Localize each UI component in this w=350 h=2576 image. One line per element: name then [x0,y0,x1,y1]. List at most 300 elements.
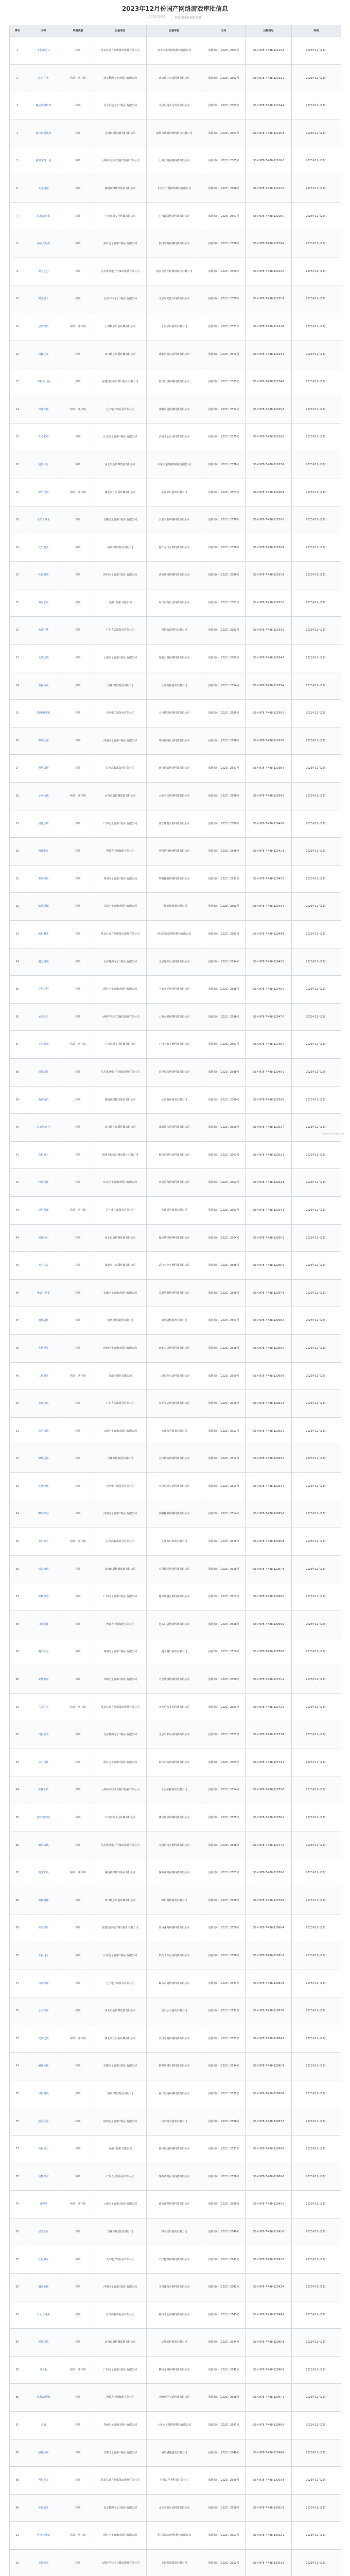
cell-publisher: 湖南新媒体出版社有限公司 [94,1859,147,1887]
cell-approval-no: 国新出审〔2023〕2590号 [202,838,246,866]
cell-operator: 北京魔方互动科技有限公司 [147,948,202,976]
cell-date: 2023年12月22日 [292,1472,341,1500]
cell-publisher: 山东电子音像出版社有限公司 [94,1942,147,1970]
table-row [10,1887,341,1914]
cell-game-name: 城市建造师 [25,1804,62,1832]
cell-game-name: 猎魔传说 [25,2439,62,2467]
cell-publisher: 湖北长江出版传媒有限公司 [94,1252,147,1280]
cell-number: 37 [10,1031,25,1059]
cell-publisher: 陕西电子音像出版社有限公司 [94,1334,147,1362]
cell-publisher: 浙江电子音像出版社有限公司 [94,1749,147,1776]
cell-publisher: 内蒙古出版集团有限公司 [94,1611,147,1638]
cell-isbn: ISBN 978-7-498-12919-4 [246,230,292,258]
cell-game-name: 萌宠大作战 [25,230,62,258]
cell-isbn: ISBN 978-7-498-12928-6 [246,479,292,506]
cell-game-name: 古剑奇谭 [25,1970,62,1997]
cell-game-name: 足球经理 [25,1472,62,1500]
cell-isbn: ISBN 978-7-498-12977-4 [246,1832,292,1859]
cell-approval-no: 国新出审〔2023〕2561号 [202,37,246,65]
cell-game-name: 宝石迷阵 [25,1749,62,1776]
cell-approval-no: 国新出审〔2023〕2642号 [202,2274,246,2301]
table-row [10,534,341,562]
cell-publisher: 吉林出版集团有限公司 [94,2218,147,2246]
cell-approval-no: 国新出审〔2023〕2593号 [202,921,246,948]
cell-date: 2023年12月22日 [292,1666,341,1694]
cell-game-name: 星辰物语 [25,313,62,341]
cell-operator: 宝鸡指尖游戏有限公司 [147,2108,202,2136]
cell-operator: 厦门幻想网络科技有限公司 [147,368,202,396]
cell-category: 移动 [62,1914,94,1942]
cell-isbn: ISBN 978-7-498-12916-3 [246,147,292,175]
cell-game-name: 仙境奇缘 [25,893,62,921]
cell-approval-no: 国新出审〔2023〕2615号 [202,1528,246,1556]
cell-operator: 北京伯通文化发展有限公司 [147,92,202,120]
cell-game-name: 萌萌消消 [25,1086,62,1114]
cell-isbn: ISBN 978-7-498-12995-8 [246,2329,292,2357]
cell-category: 移动 [62,1832,94,1859]
cell-date: 2023年12月22日 [292,1500,341,1528]
cell-number: 54 [10,1500,25,1528]
cell-category: 移动 [62,2384,94,2412]
cell-publisher: 黑龙江北方新媒体出版社有限公司 [94,921,147,948]
cell-category: 移动 [62,423,94,451]
cell-operator: 深圳欢乐科技有限公司 [147,617,202,645]
cell-number: 77 [10,2136,25,2163]
cell-game-name: 像素冒险 [25,865,62,893]
cell-game-name: 时光旅人 [25,285,62,313]
cell-approval-no: 国新出审〔2023〕2608号 [202,1334,246,1362]
cell-isbn: ISBN 978-7-498-12983-5 [246,1997,292,2025]
cell-approval-no: 国新出审〔2023〕2595号 [202,976,246,1004]
cell-number: 50 [10,1390,25,1418]
cell-approval-no: 国新出审〔2023〕2637号 [202,2136,246,2163]
table-row [10,147,341,175]
cell-date: 2023年12月22日 [292,534,341,562]
cell-date: 2023年12月22日 [292,1086,341,1114]
cell-isbn: ISBN 978-7-498-12989-7 [246,2163,292,2191]
cell-publisher: 四川数字出版传媒有限公司 [94,341,147,368]
cell-approval-no: 国新出审〔2023〕2609号 [202,1362,246,1390]
cell-isbn: ISBN 978-7-498-12949-1 [246,1058,292,1086]
cell-operator: 齐齐哈尔飞龙科技有限公司 [147,1693,202,1721]
cell-date: 2023年12月22日 [292,341,341,368]
cell-isbn: ISBN 978-7-498-12929-3 [246,506,292,534]
table-row [10,2218,341,2246]
cell-approval-no: 国新出审〔2023〕2566号 [202,175,246,202]
col-header: 序号 [10,25,25,37]
cell-number: 74 [10,2053,25,2080]
cell-game-name: 疯狂消消乐 [25,202,62,230]
table-row [10,1721,341,1749]
cell-publisher: 广州市新文化传媒有限公司 [94,1804,147,1832]
table-row [10,506,341,534]
cell-number: 84 [10,2329,25,2357]
cell-approval-no: 国新出审〔2023〕2639号 [202,2191,246,2218]
approval-table [9,25,341,2576]
cell-game-name: 动物派对 [25,2163,62,2191]
cell-publisher: 上海科学技术文献出版社有限公司 [94,1776,147,1804]
cell-operator: 六盘水灵域网络科技有限公司 [147,2412,202,2439]
cell-game-name: 狂野飙车 [25,2246,62,2274]
cell-number: 42 [10,1169,25,1197]
cell-operator: 南宁甜蜜互娱科技有限公司 [147,810,202,838]
cell-date: 2023年12月22日 [292,479,341,506]
cell-operator: 太原小兵网络科技有限公司 [147,783,202,810]
cell-approval-no: 国新出审〔2023〕2606号 [202,1279,246,1307]
cell-date: 2023年12月22日 [292,147,341,175]
table-row [10,64,341,92]
cell-date: 2023年12月22日 [292,2053,341,2080]
cell-game-name: 冒险岛屿 [25,2080,62,2108]
cell-date: 2023年12月22日 [292,2550,341,2576]
cell-approval-no: 国新出审〔2023〕2596号 [202,1003,246,1031]
cell-date: 2023年12月22日 [292,1887,341,1914]
cell-number: 73 [10,2025,25,2053]
cell-category: 移动 [62,2301,94,2329]
cell-category: 移动 [62,2136,94,2163]
cell-operator: 哈尔滨暗影网络科技有限公司 [147,921,202,948]
cell-date: 2023年12月22日 [292,1058,341,1086]
cell-approval-no: 国新出审〔2023〕2648号 [202,2439,246,2467]
cell-category: 移动 [62,506,94,534]
cell-number: 44 [10,1224,25,1252]
cell-date: 2023年12月22日 [292,2412,341,2439]
cell-number: 71 [10,1970,25,1997]
cell-number: 51 [10,1417,25,1445]
table-row [10,2494,341,2522]
table-row [10,313,341,341]
cell-number: 31 [10,865,25,893]
cell-publisher: 云南电子音像出版社有限公司 [94,1417,147,1445]
cell-operator: 长沙萌萌游戏有限公司 [147,1086,202,1114]
cell-game-name: 星语心愿 [25,2218,62,2246]
cell-number: 13 [10,368,25,396]
cell-category: 移动 [62,948,94,976]
cell-approval-no: 国新出审〔2023〕2628号 [202,1887,246,1914]
cell-approval-no: 国新出审〔2023〕2565号 [202,147,246,175]
table-row [10,562,341,589]
cell-category: 移动 [62,1252,94,1280]
cell-isbn: ISBN 978-7-498-12969-9 [246,1611,292,1638]
table-row [10,672,341,700]
cell-publisher: 黑龙江北方新媒体出版社有限公司 [94,37,147,65]
cell-number: 27 [10,755,25,783]
cell-operator: 郑州神域互动科技有限公司 [147,727,202,755]
cell-game-name: 梦想家园 [25,1666,62,1694]
cell-operator: 成都侠客网络科技有限公司 [147,1114,202,1142]
cell-game-name: 天空之岛 [25,1252,62,1280]
cell-category: 移动、客户端 [62,64,94,92]
cell-game-name: 我的宠物一局 [25,147,62,175]
cell-approval-no: 国新出审〔2023〕2621号 [202,1693,246,1721]
cell-game-name: 星际远征 [25,1058,62,1086]
cell-publisher: 甘肃电子音像出版社有限公司 [94,2439,147,2467]
cell-game-name: 弹弹堂 [25,2191,62,2218]
cell-isbn: ISBN 978-7-498-12940-8 [246,810,292,838]
cell-number: 49 [10,1362,25,1390]
cell-isbn: ISBN 978-7-498-12997-2 [246,2384,292,2412]
col-header: 名称 [25,25,62,37]
cell-approval-no: 国新出审〔2023〕2612号 [202,1445,246,1473]
cell-operator: 酒泉猎魔游戏有限公司 [147,2439,202,2467]
cell-approval-no: 国新出审〔2023〕2616号 [202,1555,246,1583]
cell-game-name: 精灵物语 [25,1555,62,1583]
cell-operator: 上海水果网络科技有限公司 [147,1003,202,1031]
table-row [10,1666,341,1694]
cell-publisher: 江西海视网络科技有限公司 [94,120,147,147]
cell-isbn: ISBN 978-7-498-12935-4 [246,672,292,700]
cell-game-name: 小兵快跑 [25,783,62,810]
cell-category: 移动 [62,727,94,755]
cell-isbn: ISBN 978-7-498-12926-2 [246,423,292,451]
cell-category: 移动 [62,1141,94,1169]
cell-operator: 昆明云端网络科技有限公司 [147,645,202,672]
cell-publisher: 湖南新媒体出版社有限公司 [94,1086,147,1114]
cell-operator: 广州趣玩网络科技有限公司 [147,202,202,230]
cell-category: 移动 [62,1417,94,1445]
cell-number: 39 [10,1086,25,1114]
cell-number: 22 [10,617,25,645]
cell-isbn: ISBN 978-7-498-12942-2 [246,865,292,893]
cell-operator: 赤峰疯狂互动科技有限公司 [147,2384,202,2412]
table-row [10,2191,341,2218]
cell-date: 2023年12月22日 [292,1583,341,1611]
cell-category: 移动 [62,1279,94,1307]
cell-isbn: ISBN 978-7-498-12974-3 [246,1749,292,1776]
cell-publisher: 天津电子出版社有限公司 [94,700,147,727]
cell-game-name: 全民飞车 [25,1942,62,1970]
col-header: 申报类别 [62,25,94,37]
cell-number: 17 [10,479,25,506]
table-row [10,1500,341,1528]
cell-date: 2023年12月22日 [292,202,341,230]
cell-number: 48 [10,1334,25,1362]
cell-category: 移动 [62,2439,94,2467]
cell-number: 24 [10,672,25,700]
cell-approval-no: 国新出审〔2023〕2580号 [202,562,246,589]
cell-category: 移动 [62,147,94,175]
cell-operator: 石家庄逆战网络科技有限公司 [147,451,202,479]
cell-operator: 无锡银河互娱科技有限公司 [147,1832,202,1859]
cell-approval-no: 国新出审〔2023〕2620号 [202,1666,246,1694]
table-row [10,1003,341,1031]
table-row [10,2356,341,2384]
cell-operator: 桂林战舰互娱科技有限公司 [147,1583,202,1611]
cell-number: 66 [10,1832,25,1859]
cell-operator: 唐山小小游戏有限公司 [147,1997,202,2025]
table-row [10,2163,341,2191]
cell-category: 移动 [62,810,94,838]
cell-date: 2023年12月22日 [292,2108,341,2136]
cell-approval-no: 国新出审〔2023〕2636号 [202,2108,246,2136]
cell-operator: 合肥火柴网络科技有限公司 [147,506,202,534]
cell-number: 92 [10,2550,25,2576]
cell-isbn: ISBN 978-7-498-12914-9 [246,92,292,120]
table-row [10,2550,341,2576]
cell-game-name: 勇士之心 [25,258,62,285]
cell-isbn: ISBN 978-7-498-12924-8 [246,368,292,396]
table-row [10,948,341,976]
cell-category: 移动 [62,1114,94,1142]
cell-operator: 青岛钓鱼网络科技有限公司 [147,1169,202,1197]
cell-approval-no: 国新出审〔2023〕2625号 [202,1804,246,1832]
cell-number: 36 [10,1003,25,1031]
cell-isbn: ISBN 978-7-498-12921-7 [246,285,292,313]
cell-game-name: 武林外传 [25,1776,62,1804]
cell-operator: 苏州星际网络科技有限公司 [147,1058,202,1086]
cell-number: 30 [10,838,25,866]
table-row [10,2053,341,2080]
cell-approval-no: 国新出审〔2023〕2571号 [202,313,246,341]
cell-date: 2023年12月22日 [292,2191,341,2218]
cell-approval-no: 国新出审〔2023〕2602号 [202,1169,246,1197]
cell-isbn: ISBN 978-7-498-12945-3 [246,948,292,976]
cell-approval-no: 国新出审〔2023〕2598号 [202,1058,246,1086]
table-row [10,1169,341,1197]
cell-isbn: ISBN 978-7-498-12955-2 [246,1224,292,1252]
cell-publisher: 海南出版社有限公司 [94,2136,147,2163]
cell-publisher: 广东人民出版社有限公司 [94,617,147,645]
cell-operator: 曲靖弹弹网络科技有限公司 [147,2191,202,2218]
cell-isbn: ISBN 978-7-498-13002-2 [246,2522,292,2550]
cell-operator: 赣州开心网络科技有限公司 [147,2301,202,2329]
cell-publisher: 安徽电子音像出版社有限公司 [94,1279,147,1307]
cell-date: 2023年12月22日 [292,617,341,645]
cell-publisher: 广西电子音像出版社有限公司 [94,1583,147,1611]
cell-category: 移动 [62,1334,94,1362]
cell-date: 2023年12月22日 [292,948,341,976]
cell-game-name: 龙之谷 [25,2356,62,2384]
cell-date: 2023年12月22日 [292,783,341,810]
cell-date: 2023年12月22日 [292,37,341,65]
cell-date: 2023年12月22日 [292,1279,341,1307]
cell-approval-no: 国新出审〔2023〕2582号 [202,617,246,645]
cell-number: 86 [10,2384,25,2412]
cell-game-name: 悠悠小镇 [25,2329,62,2357]
cell-approval-no: 国新出审〔2023〕2638号 [202,2163,246,2191]
cell-publisher: 广东人民出版社有限公司 [94,1390,147,1418]
cell-game-name: 修仙之路 [25,1445,62,1473]
table-row [10,1528,341,1556]
cell-number: 2 [10,64,25,92]
cell-approval-no: 国新出审〔2023〕2586号 [202,727,246,755]
cell-category: 移动 [62,2246,94,2274]
cell-number: 61 [10,1693,25,1721]
cell-approval-no: 国新出审〔2023〕2564号 [202,120,246,147]
cell-date: 2023年12月22日 [292,2246,341,2274]
cell-publisher: 重庆出版集团有限公司 [94,1307,147,1335]
cell-number: 41 [10,1141,25,1169]
cell-category: 移动 [62,1666,94,1694]
cell-isbn: ISBN 978-7-498-12985-9 [246,2053,292,2080]
cell-game-name: 天龙问道 [25,175,62,202]
cell-game-name: 银河战线 [25,1832,62,1859]
cell-operator: 西安疾风网络科技有限公司 [147,562,202,589]
table-row [10,1031,341,1059]
cell-category: 移动 [62,1638,94,1666]
cell-approval-no: 国新出审〔2023〕2613号 [202,1472,246,1500]
cell-date: 2023年12月22日 [292,506,341,534]
table-row [10,396,341,423]
cell-game-name: 海岛求生 [25,589,62,617]
cell-game-name: 闪耀之光 [25,341,62,368]
cell-isbn: ISBN 978-7-498-12954-5 [246,1196,292,1224]
cell-operator: 鞍山古剑网络科技有限公司 [147,1970,202,1997]
cell-isbn: ISBN 978-7-498-12956-9 [246,1252,292,1280]
table-row [10,1390,341,1418]
cell-game-name: 疯狂动物城 [25,2384,62,2412]
cell-number: 80 [10,2218,25,2246]
table-row [10,1252,341,1280]
cell-game-name: 指尖乐园 [25,2108,62,2136]
cell-category: 移动 [62,1390,94,1418]
cell-number: 82 [10,2274,25,2301]
cell-operator: 泉州深海网络科技有限公司 [147,1914,202,1942]
cell-category: 移动 [62,865,94,893]
cell-approval-no: 国新出审〔2023〕2599号 [202,1086,246,1114]
cell-operator: 天津足球互动科技有限公司 [147,1472,202,1500]
table-row [10,1583,341,1611]
cell-publisher: 河北出版传媒集团有限公司 [94,451,147,479]
cell-category: 移动 [62,672,94,700]
cell-game-name: 甜蜜小镇 [25,810,62,838]
table-row [10,1445,341,1473]
cell-category: 移动 [62,175,94,202]
cell-category: 移动 [62,92,94,120]
cell-date: 2023年12月22日 [292,92,341,120]
cell-publisher: 山东电子音像出版社有限公司 [94,423,147,451]
cell-game-name: 蓝空雷霆战机 [25,120,62,147]
cell-date: 2023年12月22日 [292,727,341,755]
cell-category: 移动 [62,1169,94,1197]
cell-category: 移动 [62,1970,94,1997]
cell-isbn: ISBN 978-7-498-12933-0 [246,617,292,645]
cell-isbn: ISBN 978-7-498-12962-0 [246,1417,292,1445]
table-header-row [10,25,341,37]
cell-number: 33 [10,921,25,948]
cell-approval-no: 国新出审〔2023〕2644号 [202,2329,246,2357]
cell-game-name: 三国群英 [25,1362,62,1390]
cell-category: 移动 [62,838,94,866]
cell-number: 11 [10,313,25,341]
cell-date: 2023年12月22日 [292,645,341,672]
cell-game-name: 战国风云 [25,2136,62,2163]
cell-date: 2023年12月22日 [292,1141,341,1169]
cell-category: 移动 [62,1776,94,1804]
cell-game-name: 魔兽争锋 [25,2274,62,2301]
cell-isbn: ISBN 978-7-498-12930-9 [246,534,292,562]
cell-date: 2023年12月22日 [292,2384,341,2412]
cell-operator: 东莞幸运网络科技有限公司 [147,1390,202,1418]
cell-publisher: 北京科海电子出版社有限公司 [94,64,147,92]
cell-number: 83 [10,2301,25,2329]
cell-operator: 吉林修仙网络科技有限公司 [147,1445,202,1473]
cell-game-name: 机甲风暴 [25,1196,62,1224]
cell-category: 移动 [62,202,94,230]
table-row [10,92,341,120]
col-header: 运营单位 [147,25,202,37]
cell-game-name: 勇者斗恶龙 [25,1279,62,1307]
cell-category: 移动、客户端 [62,2191,94,2218]
table-row [10,1224,341,1252]
cell-publisher: 江西高校出版社有限公司 [94,1528,147,1556]
table-row [10,175,341,202]
cell-category: 移动 [62,37,94,65]
cell-date: 2023年12月22日 [292,562,341,589]
table-row [10,368,341,396]
table-row [10,479,341,506]
cell-publisher: 河南电子音像出版社有限公司 [94,2274,147,2301]
